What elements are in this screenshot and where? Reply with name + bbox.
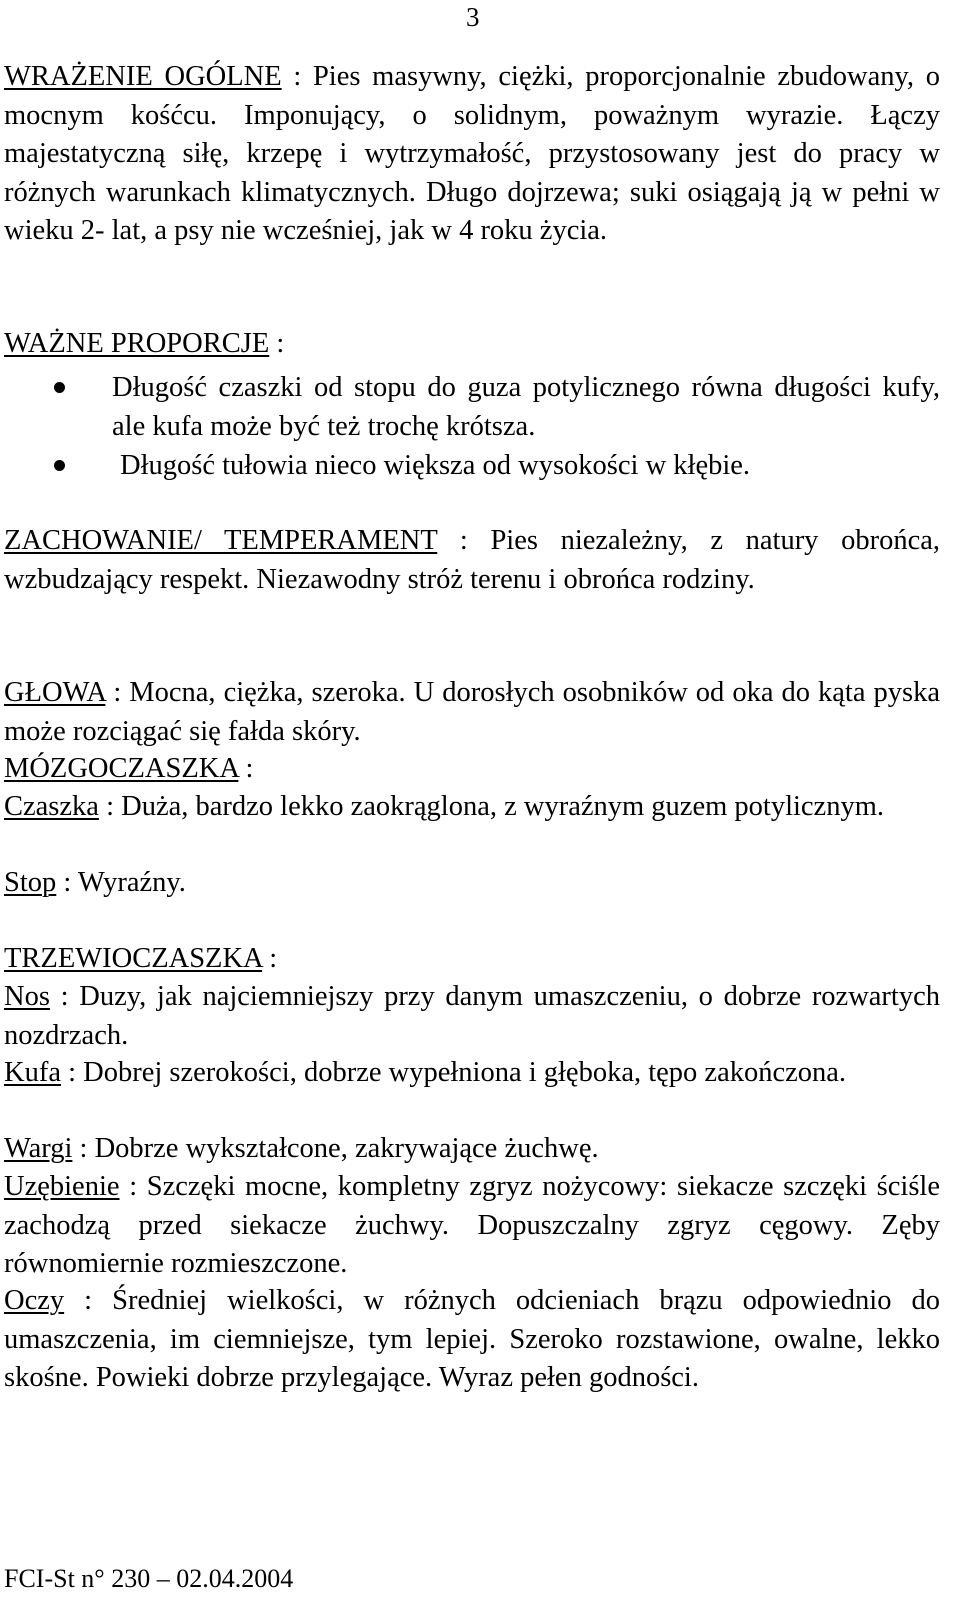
stop-paragraph (4, 864, 940, 903)
cranial-colon: : (238, 753, 254, 784)
eyes-label: Oczy (4, 1285, 65, 1316)
facial-colon: : (262, 943, 278, 974)
head-paragraph (4, 674, 940, 751)
muzzle-text: : Dobrej szerokości, dobrze wypełniona i głęboka, tępo zakończona. (60, 1057, 847, 1088)
nose-label: Nos (4, 981, 50, 1012)
facial-heading-line (4, 940, 940, 979)
proportions-heading: WAŻNE PROPORCJE (4, 328, 270, 359)
eyes-paragraph (4, 1282, 940, 1398)
muzzle-paragraph (4, 1054, 940, 1093)
general-appearance-paragraph (4, 58, 940, 251)
head-heading: GŁOWA (4, 677, 106, 708)
general-appearance-heading: WRAŻENIE OGÓLNE (4, 61, 282, 92)
proportions-heading-line (4, 325, 940, 364)
general-appearance-text: : Pies masywny, ciężki, proporcjonalnie zbudowany, o mocnym kośćcu. Imponujący, o solidnym, poważnym wyrazie. Łączy majestatyczną siłę, krzepę i wytrzymałość, przystosowany jest do pracy w różnych warunkach klimatycznych. Długo dojrzewa; suki osiągają ją w pełni w wieku 2- lat, a psy nie wcześniej, jak w 4 roku życia. (4, 61, 940, 246)
lips-text: : Dobrze wykształcone, zakrywające żuchwę. (72, 1133, 599, 1164)
bullet-icon (54, 460, 65, 471)
proportions-colon: : (269, 328, 285, 359)
temperament-paragraph (4, 522, 940, 599)
temperament-heading: ZACHOWANIE/ TEMPERAMENT (4, 525, 438, 556)
head-text: : Mocna, ciężka, szeroka. U dorosłych osobników od oka do kąta pyska może rozciągać się fałda skóry. (4, 677, 940, 747)
teeth-paragraph (4, 1168, 940, 1284)
nose-text: : Duzy, jak najciemniejszy przy danym umaszczeniu, o dobrze rozwartych nozdrzach. (4, 981, 940, 1051)
nose-paragraph (4, 978, 940, 1055)
bullet-icon (54, 382, 65, 393)
skull-text: : Duża, bardzo lekko zaokrąglona, z wyraźnym guzem potylicznym. (98, 791, 884, 822)
lips-paragraph (4, 1130, 940, 1169)
muzzle-label: Kufa (4, 1057, 61, 1088)
skull-label: Czaszka (4, 791, 99, 822)
proportion-item-text: Długość czaszki od stopu do guza potylicznego równa długości kufy, ale kufa może być też trochę krótsza. (112, 372, 940, 442)
stop-text: : Wyraźny. (56, 867, 186, 898)
skull-paragraph (4, 788, 940, 827)
stop-label: Stop (4, 867, 57, 898)
lips-label: Wargi (4, 1133, 73, 1164)
teeth-label: Uzębienie (4, 1171, 120, 1202)
footer-standard-reference: FCI-St n° 230 – 02.04.2004 (4, 1564, 294, 1593)
temperament-text: : Pies niezależny, z natury obrońca, wzbudzający respekt. Niezawodny stróż terenu i obrońca rodziny. (4, 525, 940, 595)
eyes-text: : Średniej wielkości, w różnych odcieniach brązu odpowiednio do umaszczenia, im ciemniejsze, tym lepiej. Szeroko rozstawione, owalne, lekko skośne. Powieki dobrze przylegające. Wyraz pełen godności. (4, 1285, 940, 1393)
teeth-text: : Szczęki mocne, kompletny zgryz nożycowy: siekacze szczęki ściśle zachodzą przed siekacze żuchwy. Dopuszczalny zgryz cęgowy. Zęby równomiernie rozmieszczone. (4, 1171, 940, 1279)
page-number: 3 (466, 2, 480, 32)
proportion-item-text: Długość tułowia nieco większa od wysokości w kłębie. (120, 450, 751, 481)
facial-heading: TRZEWIOCZASZKA (4, 943, 263, 974)
cranial-heading-line (4, 750, 940, 789)
cranial-heading: MÓZGOCZASZKA (4, 753, 239, 784)
